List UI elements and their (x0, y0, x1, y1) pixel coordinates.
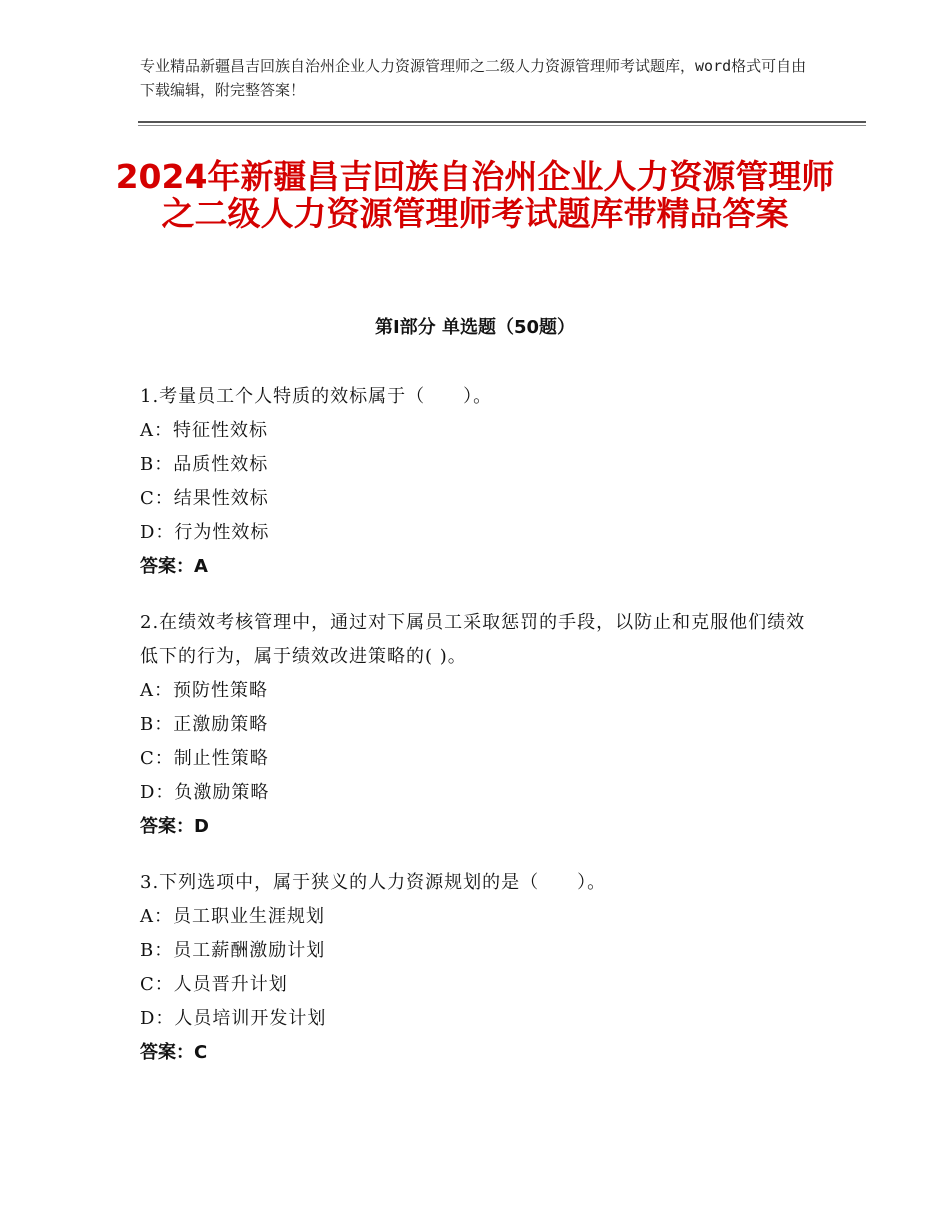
question-text: 2.在绩效考核管理中，通过对下属员工采取惩罚的手段，以防止和克服他们绩效低下的行为，属于绩效改进策略的( )。 (140, 612, 806, 667)
option-a: A：特征性效标 (140, 420, 268, 441)
question-text: 1.考量员工个人特质的效标属于（ ）。 (140, 386, 493, 407)
question-text: 3.下列选项中，属于狭义的人力资源规划的是（ ）。 (140, 872, 607, 893)
option-a: A：预防性策略 (140, 680, 268, 701)
question-2 (140, 606, 810, 844)
option-d: D：人员培训开发计划 (140, 1008, 327, 1029)
answer: 答案：D (140, 816, 209, 837)
option-b: B：正激励策略 (140, 714, 269, 735)
question-list (140, 380, 810, 1092)
option-b: B：品质性效标 (140, 454, 269, 475)
header-note: 专业精品新疆昌吉回族自治州企业人力资源管理师之二级人力资源管理师考试题库，word格式可自由下载编辑，附完整答案！ (140, 57, 807, 99)
question-3 (140, 866, 810, 1070)
option-c: C：结果性效标 (140, 488, 269, 509)
answer: 答案：A (140, 556, 208, 577)
option-b: B：员工薪酬激励计划 (140, 940, 326, 961)
option-a: A：员工职业生涯规划 (140, 906, 325, 927)
document-title: 2024年新疆昌吉回族自治州企业人力资源管理师之二级人力资源管理师考试题库带精品答案 (115, 157, 835, 233)
option-c: C：人员晋升计划 (140, 974, 288, 995)
option-d: D：负激励策略 (140, 782, 270, 803)
header-divider-thin (138, 125, 866, 126)
question-1 (140, 380, 810, 584)
answer: 答案：C (140, 1042, 208, 1063)
option-c: C：制止性策略 (140, 748, 269, 769)
section-title: 第Ⅰ部分 单选题（50题） (374, 317, 575, 338)
option-d: D：行为性效标 (140, 522, 270, 543)
header-divider (138, 121, 866, 123)
